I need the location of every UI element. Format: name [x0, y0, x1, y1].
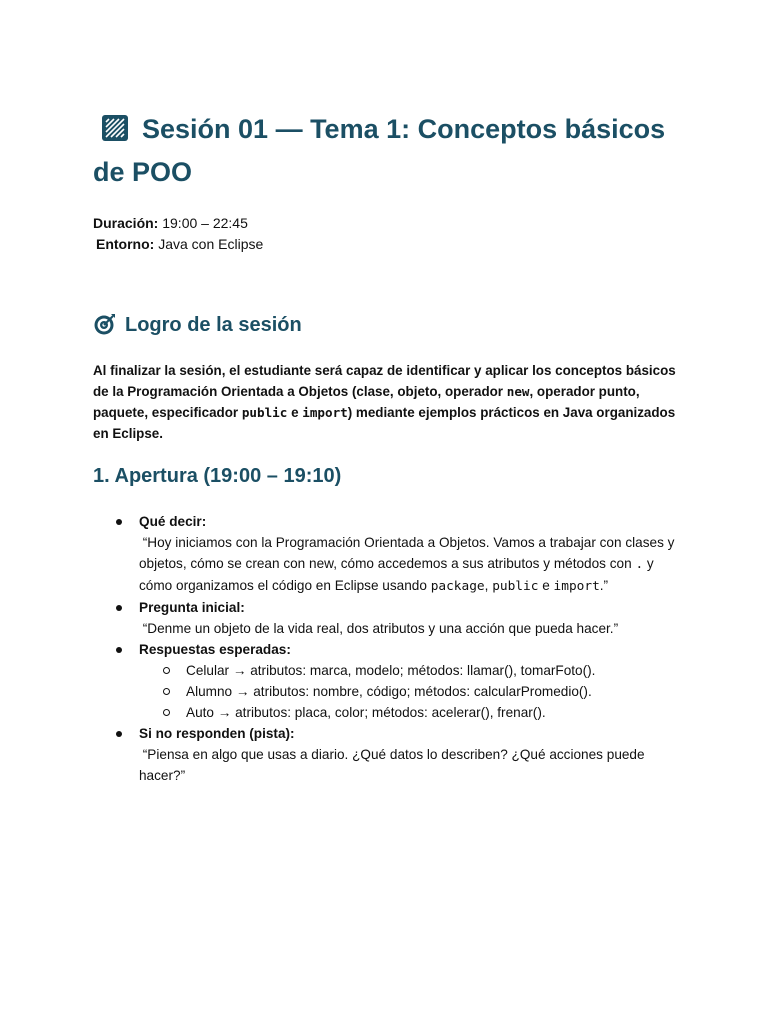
que-decir-text — [139, 532, 683, 597]
sub-bullet-circle — [163, 709, 170, 716]
que-decir-6: .” — [599, 578, 609, 593]
respuesta-celular: Celular → atributos: marca, modelo; métodos: llamar(), tomarFoto(). — [186, 663, 596, 678]
code-public: public — [241, 405, 288, 420]
que-decir-label: Qué decir: — [139, 514, 207, 529]
code-new: new — [506, 384, 530, 399]
que-decir-code-package: package — [430, 579, 485, 594]
sub-item-respuesta — [93, 681, 683, 702]
list-item-pregunta — [93, 597, 683, 639]
duracion-value: 19:00 – 22:45 — [162, 215, 248, 231]
pista-label: Si no responden (pista): — [139, 726, 295, 741]
que-decir-2: , cómo accedemos a sus atributos y métodos con — [333, 556, 636, 571]
pregunta-text-value: “Denme un objeto de la vida real, dos atributos y una acción que pueda hacer.” — [142, 621, 619, 636]
pista-text — [139, 744, 683, 786]
duracion-label: Duración: — [93, 215, 159, 231]
logro-text-1: Al finalizar la sesión, el estudiante será capaz de identificar y aplicar los conceptos básicos de la Programación Orientada a Objetos (clase, objeto, operador — [93, 363, 676, 399]
pregunta-label: Pregunta inicial: — [139, 600, 245, 615]
logro-heading-text: Logro de la sesión — [125, 314, 302, 336]
target-icon — [93, 312, 117, 336]
pregunta-text — [139, 618, 683, 639]
session-meta — [93, 213, 263, 255]
que-decir-5: e — [538, 578, 554, 593]
respuesta-alumno: Alumno → atributos: nombre, código; métodos: calcularPromedio(). — [186, 684, 592, 699]
logro-heading — [93, 312, 302, 338]
page-title-text: Sesión 01 — Tema 1: Conceptos básicos de POO — [93, 114, 666, 187]
entorno-row — [93, 234, 263, 255]
que-decir-4: , — [484, 578, 493, 593]
logro-text-4: ) mediante ejemplos prácticos en Java organizados en Eclipse. — [93, 405, 676, 441]
list-item-que-decir — [93, 511, 683, 597]
bullet-dot — [116, 731, 122, 737]
sub-bullet-circle — [163, 688, 170, 695]
sub-item-respuesta — [93, 702, 683, 723]
sub-item-respuesta — [93, 660, 683, 681]
code-import: import — [302, 405, 348, 420]
apertura-heading: 1. Apertura (19:00 – 19:10) — [93, 465, 342, 487]
bullet-dot — [116, 605, 122, 611]
bullet-dot — [116, 647, 122, 653]
respuesta-auto: Auto → atributos: placa, color; métodos: acelerar(), frenar(). — [186, 705, 546, 720]
que-decir-code-import: import — [553, 579, 600, 594]
apertura-list — [93, 511, 683, 786]
logro-text-3: e — [287, 405, 303, 420]
que-decir-3: y cómo organizamos el código en Eclipse usando — [139, 556, 654, 593]
logro-paragraph — [93, 360, 683, 444]
pista-text-value: “Piensa en algo que usas a diario. ¿Qué datos lo describen? ¿Qué acciones puede hacer?” — [139, 747, 645, 783]
que-decir-code-public: public — [492, 579, 539, 594]
que-decir-1: “Hoy iniciamos con la Programación Orientada a Objetos. Vamos a trabajar con clases y objetos, cómo se crean con — [139, 535, 675, 571]
entorno-value: Java con Eclipse — [158, 236, 264, 252]
que-decir-code-new: new — [309, 556, 334, 571]
list-item-respuestas — [93, 639, 683, 660]
sub-bullet-circle — [163, 667, 170, 674]
list-item-pista — [93, 723, 683, 786]
bullet-dot — [116, 519, 122, 525]
entorno-label: Entorno: — [96, 236, 155, 252]
notebook-icon — [102, 111, 128, 137]
page-title — [93, 108, 683, 194]
duracion-row — [93, 213, 263, 234]
logro-text-2: , operador punto, paquete, especificador — [93, 384, 640, 420]
respuestas-label: Respuestas esperadas: — [139, 642, 291, 657]
que-decir-code-dot: . — [635, 557, 644, 572]
